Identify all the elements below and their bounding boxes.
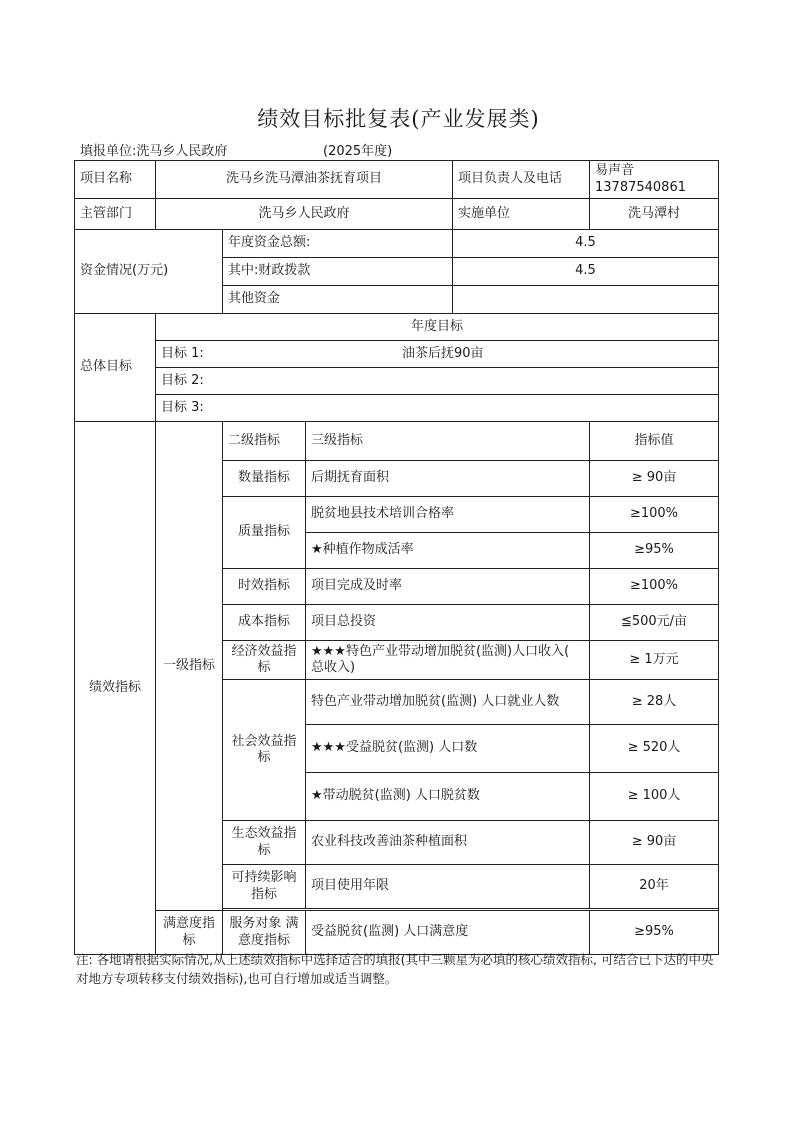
unit-value: 洗马乡人民政府 xyxy=(136,144,228,159)
goal-value xyxy=(223,395,719,422)
indicator-name: 农业科技改善油茶种植面积 xyxy=(306,821,590,865)
table-row xyxy=(75,395,719,422)
report-year: (2025年度) xyxy=(323,144,393,159)
indicator-value: 20年 xyxy=(590,865,719,909)
goal-value xyxy=(223,368,719,395)
table-row xyxy=(75,422,719,461)
quantity-label: 数量指标 xyxy=(223,461,306,497)
funds-total-value: 4.5 xyxy=(453,230,719,258)
year-goal-header: 年度目标 xyxy=(156,314,719,341)
overall-goal-label: 总体目标 xyxy=(75,314,156,422)
funds-label: 资金情况(万元) xyxy=(75,230,223,314)
indicator-value: ≥ 1万元 xyxy=(590,641,719,680)
level2-header: 二级指标 xyxy=(223,422,306,461)
project-owner-label: 项目负责人及电话 xyxy=(453,161,590,199)
indicator-value: ≦500元/亩 xyxy=(590,605,719,641)
goal-value: 油茶后抚90亩 xyxy=(223,341,719,368)
unit-label: 填报单位: xyxy=(80,144,137,159)
project-name-label: 项目名称 xyxy=(75,161,156,199)
project-owner-value: 易声音13787540861 xyxy=(590,161,719,199)
timeliness-label: 时效指标 xyxy=(223,569,306,605)
indicator-value: ≥95% xyxy=(590,533,719,569)
indicator-name: ★带动脱贫(监测) 人口脱贫数 xyxy=(306,773,590,821)
funds-other-label: 其他资金 xyxy=(223,286,453,314)
funds-fiscal-label: 其中:财政拨款 xyxy=(223,258,453,286)
cost-label: 成本指标 xyxy=(223,605,306,641)
indicator-name: 受益脱贫(监测) 人口满意度 xyxy=(306,911,590,955)
footnote: 注: 各地请根据实际情况,从上述绩效指标中选择适合的填报(其中三颗星为必填的核心绩效指标, 可结合已下达的中央对地方专项转移支付绩效指标),也可自行增加或适当调整。 xyxy=(76,952,714,986)
level3-header: 三级指标 xyxy=(306,422,590,461)
indicator-name: 项目总投资 xyxy=(306,605,590,641)
table-row xyxy=(75,230,719,258)
impl-unit-value: 洗马潭村 xyxy=(590,199,719,230)
indicator-name: 项目完成及时率 xyxy=(306,569,590,605)
table-row xyxy=(75,911,719,955)
ecological-label: 生态效益指标 xyxy=(223,821,306,865)
indicator-name: 脱贫地县技术培训合格率 xyxy=(306,497,590,533)
indicator-name: 特色产业带动增加脱贫(监测) 人口就业人数 xyxy=(306,680,590,725)
dept-value: 洗马乡人民政府 xyxy=(156,199,453,230)
performance-table xyxy=(74,160,719,955)
indicator-value: ≥95% xyxy=(590,911,719,955)
impl-unit-label: 实施单位 xyxy=(453,199,590,230)
indicator-value: ≥100% xyxy=(590,497,719,533)
indicator-name: 后期抚育面积 xyxy=(306,461,590,497)
economic-label: 经济效益指标 xyxy=(223,641,306,680)
goal-label: 目标 3: xyxy=(156,395,223,422)
satisfaction-level1-label: 满意度指标 xyxy=(156,911,223,955)
indicator-name: ★种植作物成活率 xyxy=(306,533,590,569)
indicator-name: ★★★特色产业带动增加脱贫(监测)人口收入( 总收入) xyxy=(306,641,590,680)
performance-label: 绩效指标 xyxy=(75,422,156,955)
funds-total-label: 年度资金总额: xyxy=(223,230,453,258)
table-row xyxy=(75,314,719,341)
indicator-value: ≥ 520人 xyxy=(590,725,719,773)
indicator-name: 项目使用年限 xyxy=(306,865,590,909)
table-row xyxy=(75,199,719,230)
dept-label: 主管部门 xyxy=(75,199,156,230)
page-title: 绩效目标批复表(产业发展类) xyxy=(257,107,540,131)
table-row xyxy=(75,161,719,199)
satisfaction-label: 服务对象 满意度指标 xyxy=(223,911,306,955)
form-header xyxy=(80,140,393,159)
social-label: 社会效益指标 xyxy=(223,680,306,821)
table-row xyxy=(75,341,719,368)
table-row xyxy=(75,368,719,395)
funds-fiscal-value: 4.5 xyxy=(453,258,719,286)
indicator-name: ★★★受益脱贫(监测) 人口数 xyxy=(306,725,590,773)
value-header: 指标值 xyxy=(590,422,719,461)
indicator-value: ≥ 90亩 xyxy=(590,461,719,497)
funds-other-value xyxy=(453,286,719,314)
level1-label: 一级指标 xyxy=(156,422,223,911)
indicator-value: ≥ 90亩 xyxy=(590,821,719,865)
indicator-value: ≥ 100人 xyxy=(590,773,719,821)
goal-label: 目标 1: xyxy=(156,341,223,368)
project-name-value: 洗马乡洗马潭油茶抚育项目 xyxy=(156,161,453,199)
indicator-value: ≥ 28人 xyxy=(590,680,719,725)
indicator-value: ≥100% xyxy=(590,569,719,605)
goal-label: 目标 2: xyxy=(156,368,223,395)
quality-label: 质量指标 xyxy=(223,497,306,569)
sustainable-label: 可持续影响指标 xyxy=(223,865,306,909)
